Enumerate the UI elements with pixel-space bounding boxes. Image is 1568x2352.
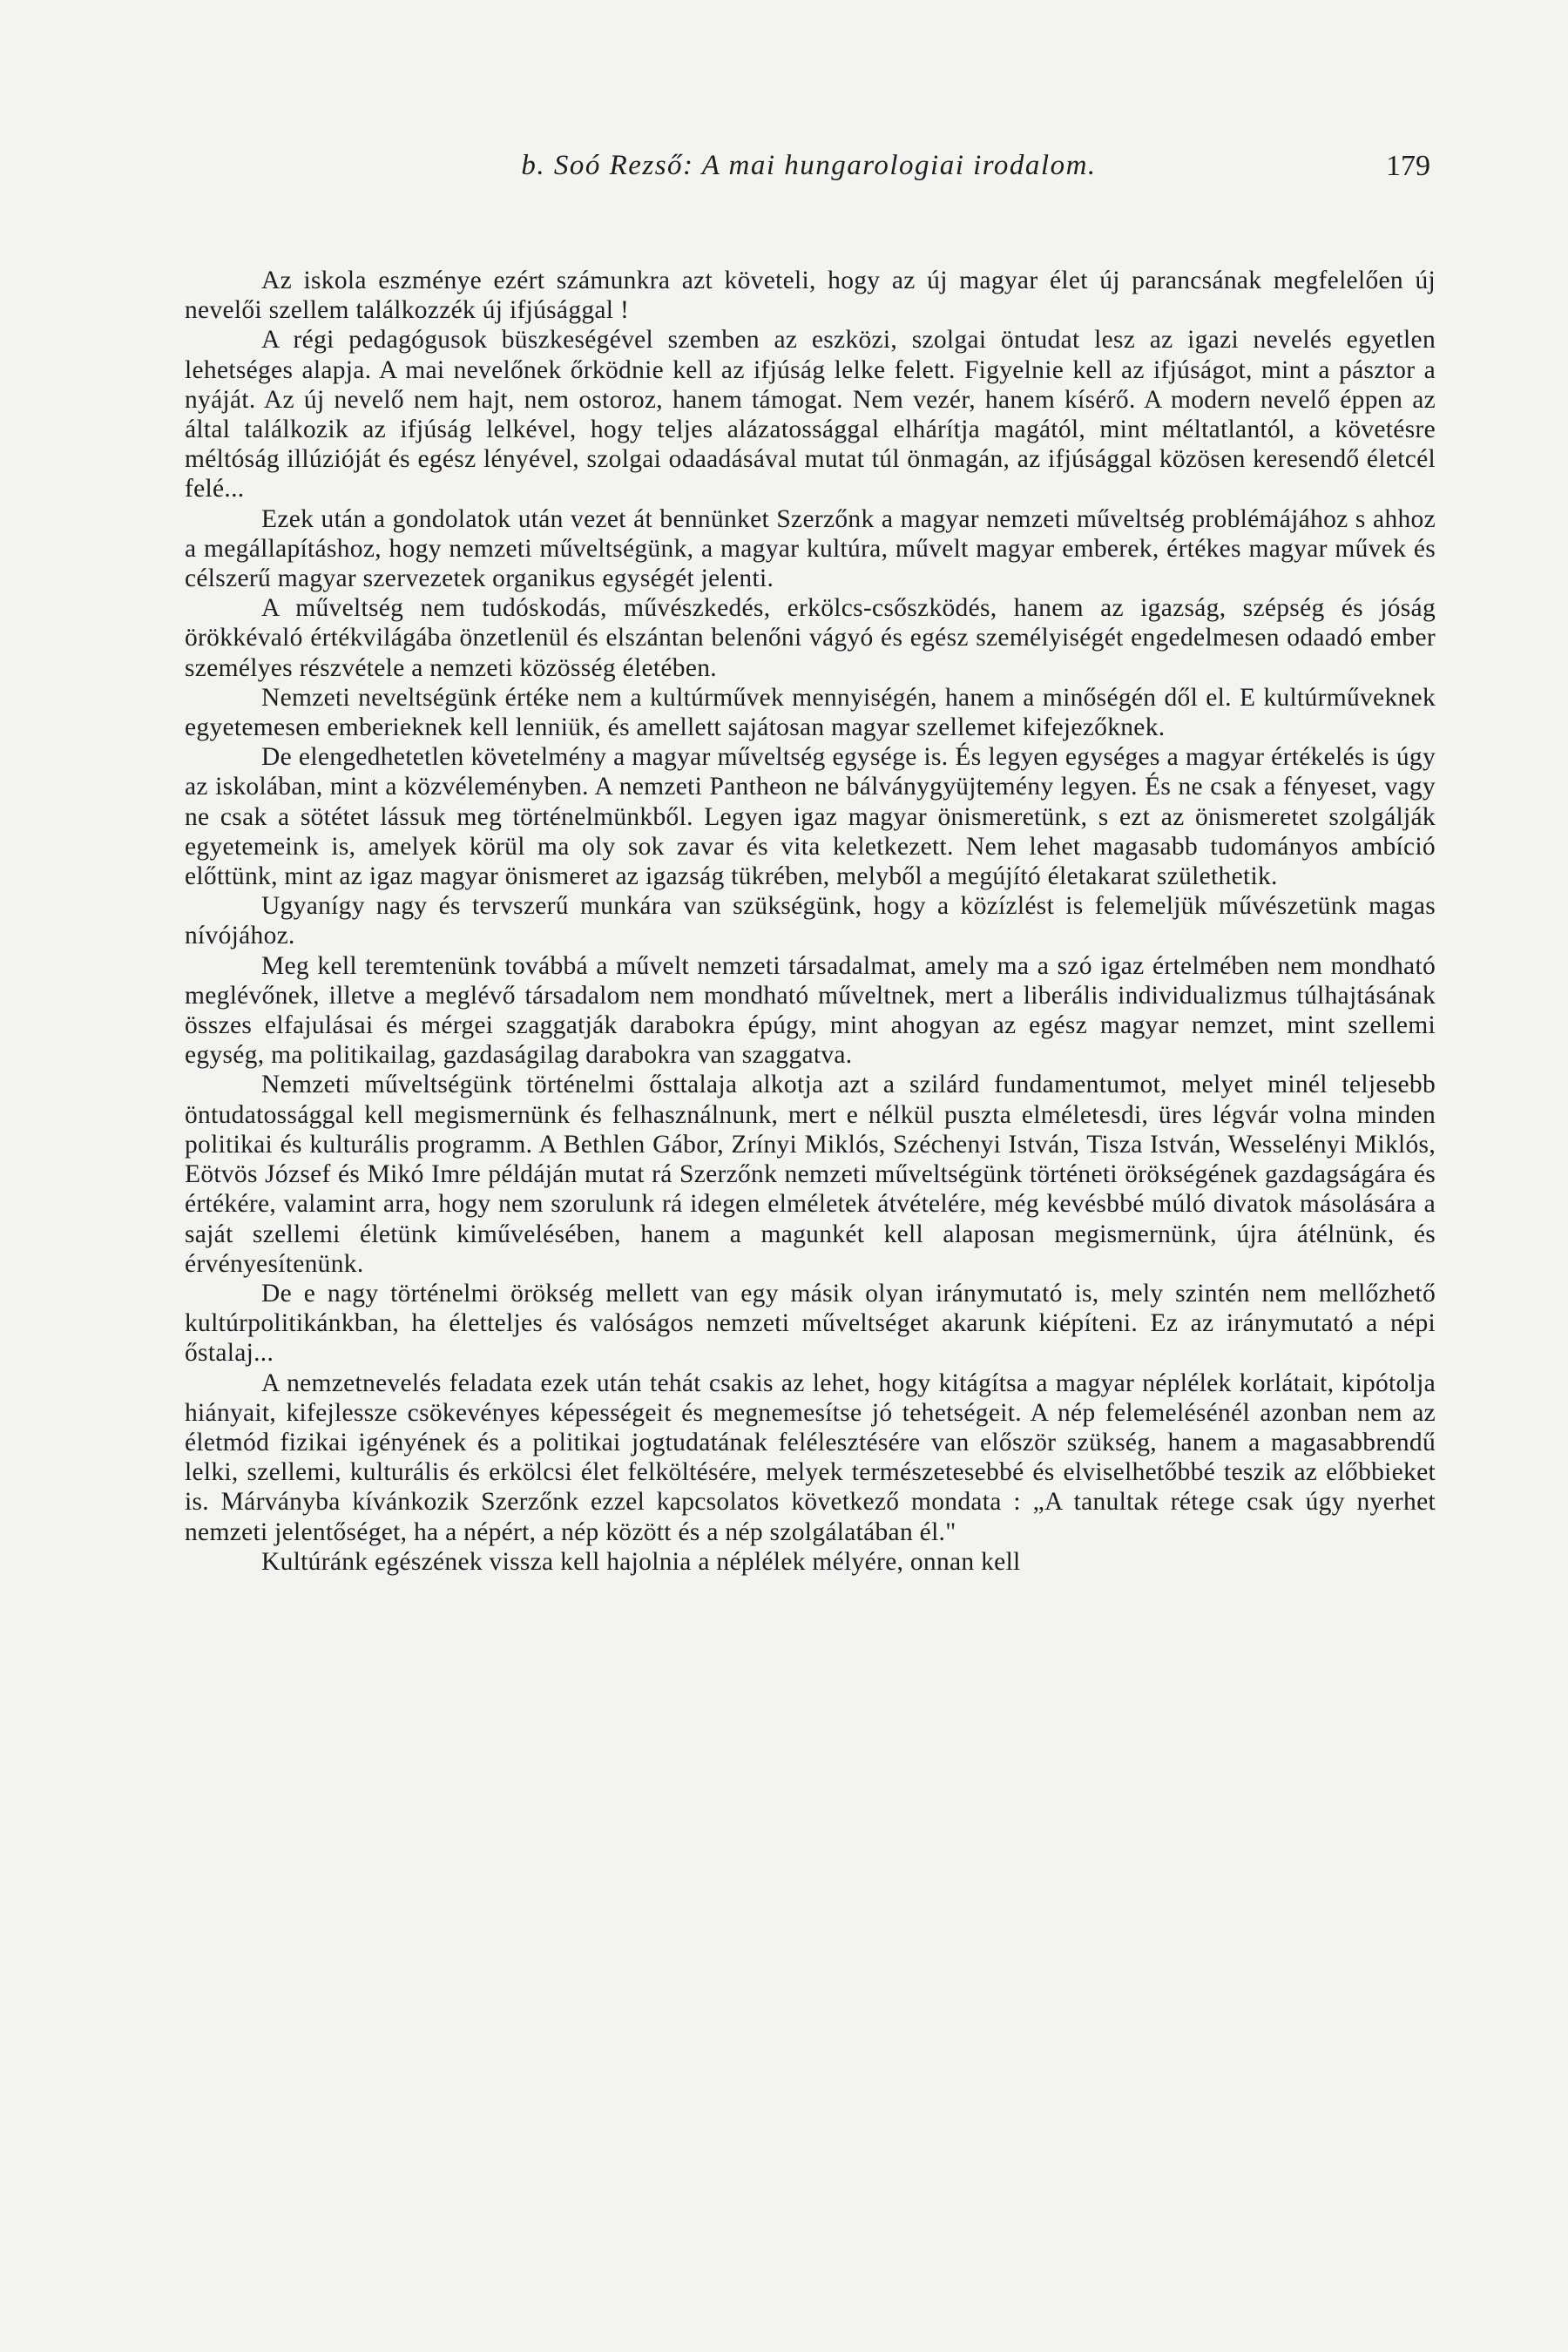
page-number: 179 <box>1386 150 1430 182</box>
body-text <box>185 266 1436 1577</box>
paragraph: A nemzetnevelés feladata ezek után tehát csakis az lehet, hogy kitágítsa a magyar néplélek korlátait, kipótolja hiányait, kifejlessze csökevényes képességeit és megnemesítse jó tehetségeit. A nép felemelésénél azonban nem az életmód fizikai igényének és a politikai jogtudatának felélesztésére van először szükség, hanem a magasabbrendű lelki, szellemi, kulturális és erkölcsi élet felköltésére, melyek természetesebbé és elviselhetőbbé teszik az előbbieket is. Márványba kívánkozik Szerzőnk ezzel kapcsolatos következő mondata : „A tanultak rétege csak úgy nyerhet nemzeti jelentőséget, ha a népért, a nép között és a nép szolgálatában él." <box>185 1369 1436 1546</box>
paragraph: Ezek után a gondolatok után vezet át bennünket Szerzőnk a magyar nemzeti műveltség problémájához s ahhoz a megállapításhoz, hogy nemzeti műveltségünk, a magyar kultúra, művelt magyar emberek, értékes magyar művek és célszerű magyar szervezetek organikus egységét jelenti. <box>185 504 1436 593</box>
paragraph: Meg kell teremtenünk továbbá a művelt nemzeti társadalmat, amely ma a szó igaz értelmében nem mondható meglévőnek, illetve a meglévő társadalom nem mondható műveltnek, mert a liberális individualizmus túlhajtásának összes elfajulásai és mérgei szaggatják darabokra épúgy, mint ahogyan az egész magyar nemzet, mint szellemi egység, ma politikailag, gazdaságilag darabokra van szaggatva. <box>185 951 1436 1070</box>
paragraph: Nemzeti műveltségünk történelmi ősttalaja alkotja azt a szilárd fundamentumot, melyet minél teljesebb öntudatossággal kell megismernünk és felhasználnunk, mert e nélkül puszta elméletesdi, üres légvár volna minden politikai és kulturális programm. A Bethlen Gábor, Zrínyi Miklós, Széchenyi István, Tisza István, Wesselényi Miklós, Eötvös József és Mikó Imre példáján mutat rá Szerzőnk nemzeti műveltségünk történeti örökségének gazdagságára és értékére, valamint arra, hogy nem szorulunk rá idegen elméletek átvételére, még kevésbbé múló divatok másolására a saját szellemi életünk kiművelésében, hanem a magunkét kell alaposan megismernünk, újra átélnünk, és érvényesítenünk. <box>185 1071 1436 1278</box>
paragraph: De elengedhetetlen követelmény a magyar műveltség egysége is. És legyen egységes a magyar értékelés is úgy az iskolában, mint a közvéleményben. A nemzeti Pantheon ne bálványgyüjtemény legyen. És ne csak a fényeset, vagy ne csak a sötétet lássuk meg történelmünkből. Legyen igaz magyar önismeretünk, s ezt az önismeretet szolgálják egyetemeink is, amelyek körül ma oly sok zavar és vita keletkezett. Nem lehet magasabb tudományos ambíció előttünk, mint az igaz magyar önismeret az igazság tükrében, melyből a megújító életakarat születhetik. <box>185 743 1436 891</box>
paragraph: Nemzeti neveltségünk értéke nem a kultúrművek mennyiségén, hanem a minőségén dől el. E kultúrműveknek egyetemesen emberieknek kell lenniük, és amellett sajátosan magyar szellemet kifejezőknek. <box>185 683 1436 742</box>
paragraph: Az iskola eszménye ezért számunkra azt követeli, hogy az új magyar élet új parancsának megfelelően új nevelői szellem találkozzék új ifjúsággal ! <box>185 267 1436 325</box>
paragraph: A műveltség nem tudóskodás, művészkedés, erkölcs-csőszködés, hanem az igazság, szépség és jóság örökkévaló értékvilágába önzetlenül és elszántan belenőni vágyó és egész személyiségét engedelmesen odaadó ember személyes részvétele a nemzeti közösség életében. <box>185 594 1436 682</box>
paragraph: De e nagy történelmi örökség mellett van egy másik olyan iránymutató is, mely szintén nem mellőzhető kultúrpolitikánkban, ha életteljes és valóságos nemzeti műveltséget akarunk kiépíteni. Ez az iránymutató a népi őstalaj... <box>185 1279 1436 1368</box>
running-head <box>187 150 1430 193</box>
running-title: b. Soó Rezső: A mai hungarologiai irodalom. <box>521 150 1097 181</box>
paragraph: A régi pedagógusok büszkeségével szemben az eszközi, szolgai öntudat lesz az igazi nevelés egyetlen lehetséges alapja. A mai nevelőnek őrködnie kell az ifjúság lelke felett. Figyelnie kell az ifjúságot, mint a pásztor a nyáját. Az új nevelő nem hajt, nem ostoroz, hanem támogat. Nem vezér, hanem kísérő. A modern nevelő éppen az által találkozik az ifjúság lelkével, hogy teljes alázatossággal elhárítja magától, mint méltatlantól, a követésre méltóság illúzióját és egész lényével, szolgai odaadásával mutat túl önmagán, az ifjúsággal közösen keresendő életcél felé... <box>185 326 1436 504</box>
paragraph: Ugyanígy nagy és tervszerű munkára van szükségünk, hogy a közízlést is felemeljük művészetünk magas nívójához. <box>185 892 1436 950</box>
paragraph: Kultúránk egészének vissza kell hajolnia a néplélek mélyére, onnan kell <box>261 1547 1021 1576</box>
